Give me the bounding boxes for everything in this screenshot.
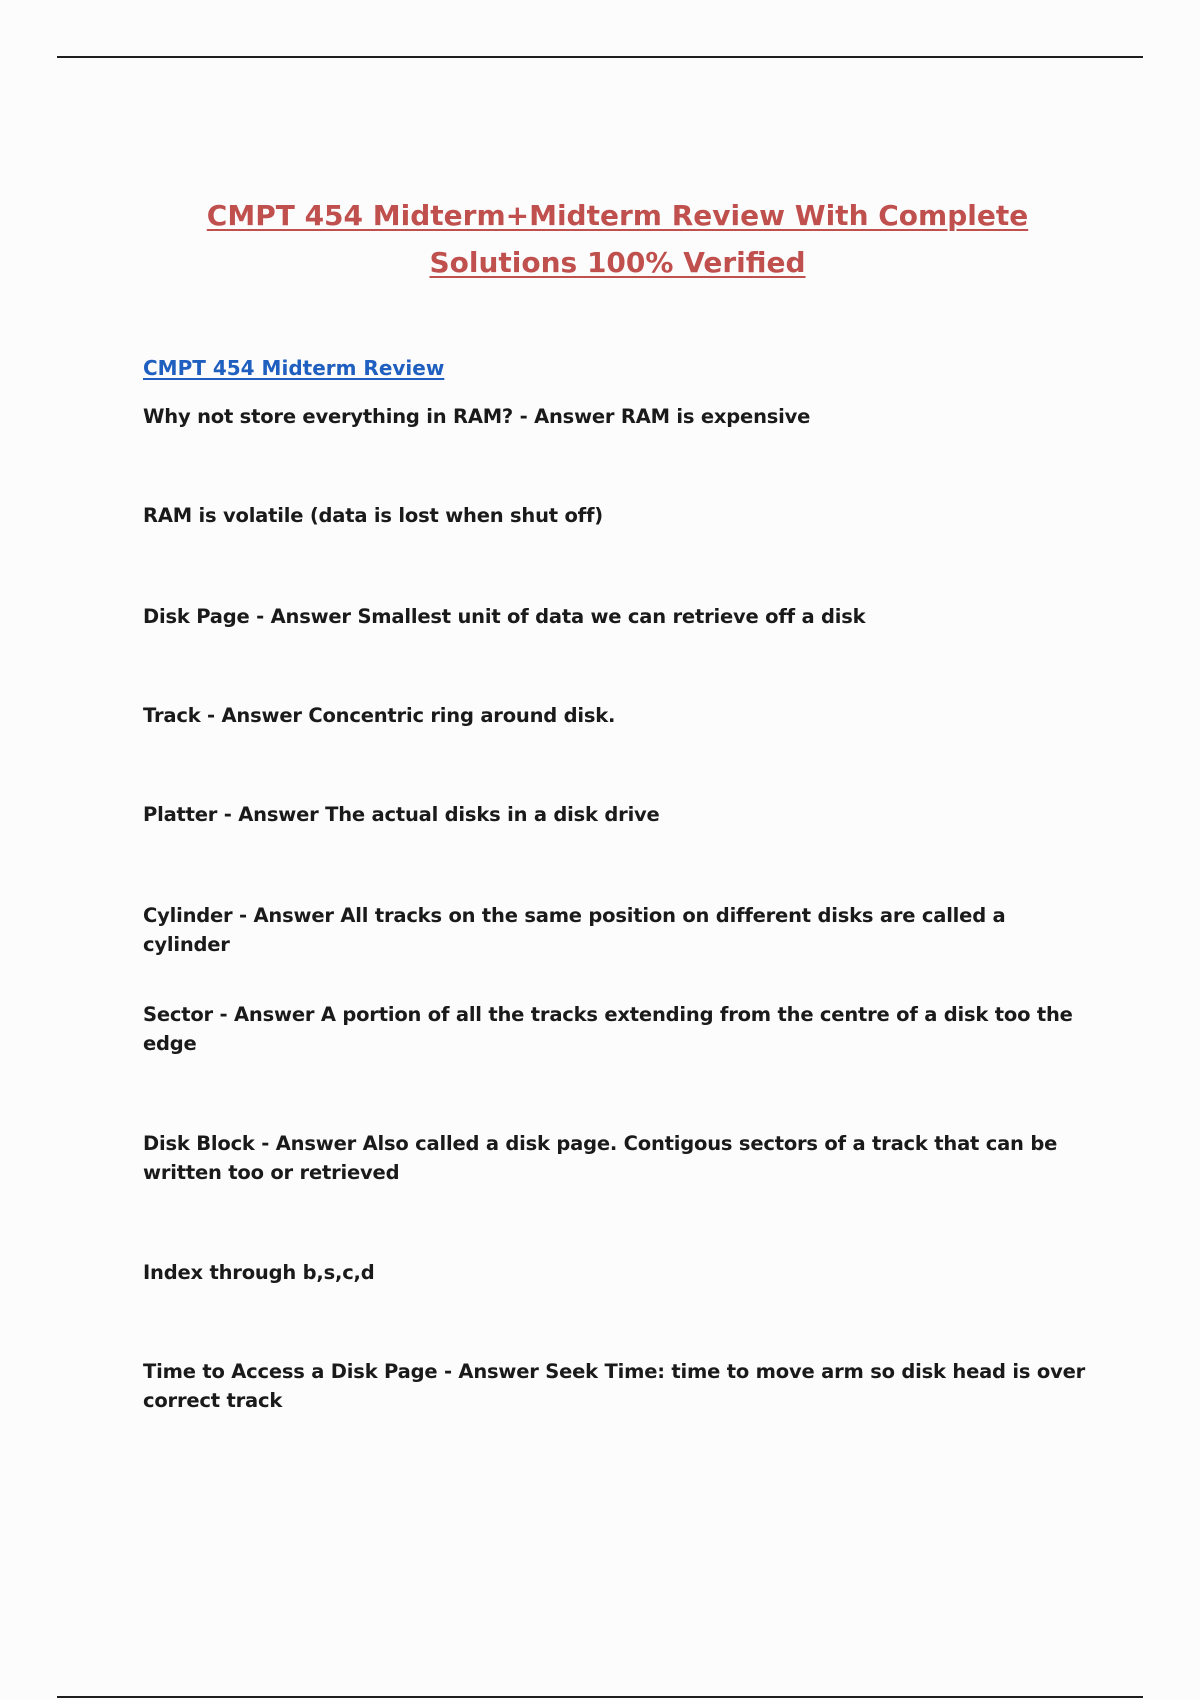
qa-item: Disk Page - Answer Smallest unit of data we can retrieve off a disk xyxy=(143,605,866,628)
qa-item: Track - Answer Concentric ring around disk. xyxy=(143,704,616,727)
qa-item: RAM is volatile (data is lost when shut off) xyxy=(143,504,603,527)
document-title-line-1: CMPT 454 Midterm+Midterm Review With Complete xyxy=(206,199,1029,232)
qa-item: Cylinder - Answer All tracks on the same position on different disks are called a cylinder xyxy=(143,904,1006,956)
qa-item: Sector - Answer A portion of all the tracks extending from the centre of a disk too the edge xyxy=(143,1003,1073,1055)
qa-item: Index through b,s,c,d xyxy=(143,1261,375,1284)
document-title-line-2: Solutions 100% Verified xyxy=(429,246,806,279)
top-divider xyxy=(57,56,1143,58)
qa-item: Time to Access a Disk Page - Answer Seek Time: time to move arm so disk head is over correct track xyxy=(143,1360,1086,1412)
document-title xyxy=(140,192,1095,286)
qa-item: Why not store everything in RAM? - Answer RAM is expensive xyxy=(143,405,811,428)
qa-item: Platter - Answer The actual disks in a disk drive xyxy=(143,803,660,826)
section-link-midterm-review[interactable]: CMPT 454 Midterm Review xyxy=(143,356,445,380)
bottom-divider xyxy=(57,1696,1143,1698)
qa-item: Disk Block - Answer Also called a disk page. Contigous sectors of a track that can be written too or retrieved xyxy=(143,1132,1058,1184)
